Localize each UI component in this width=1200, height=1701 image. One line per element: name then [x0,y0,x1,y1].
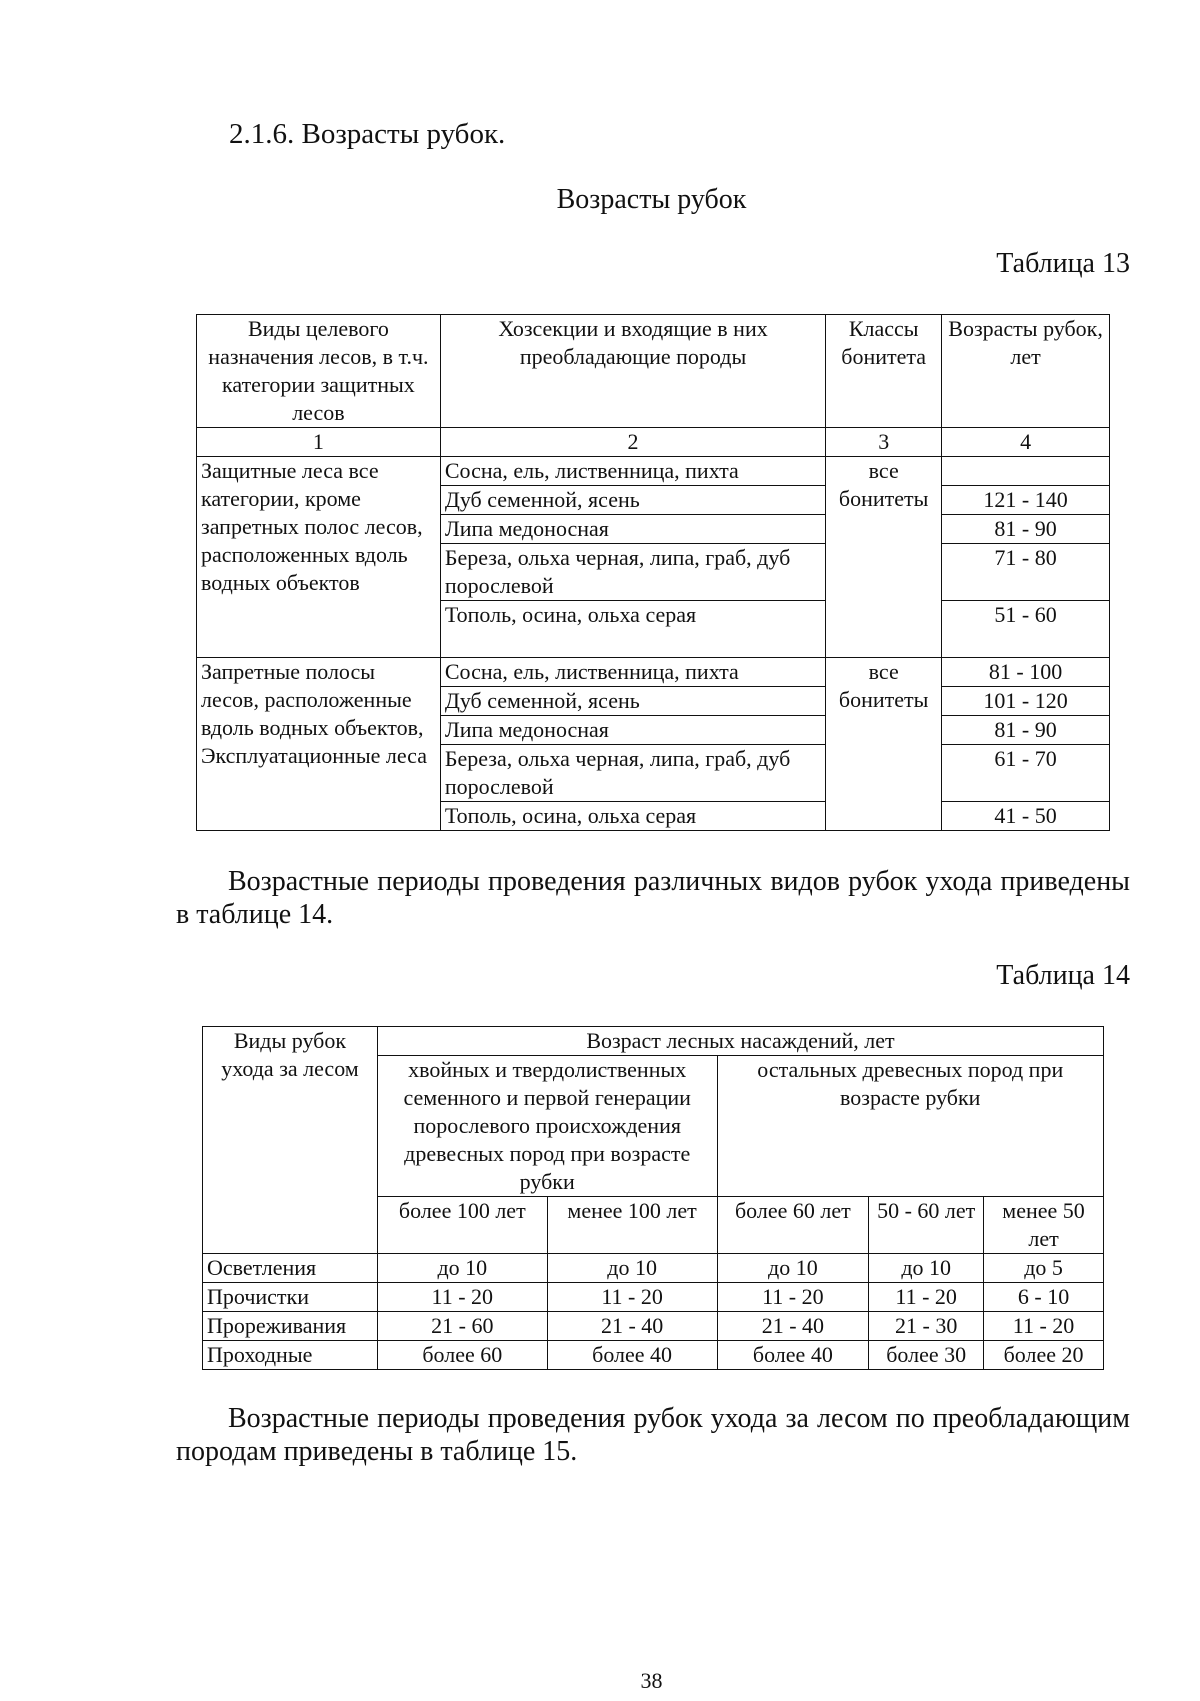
table13-species: Сосна, ель, лиственница, пихта [440,658,825,687]
table13-category: Запретные полосы лесов, расположенные вдоль водных объектов, Эксплуатационные леса [197,658,441,831]
table14-cell: 11 - 20 [547,1283,717,1312]
table14-cell: 21 - 60 [377,1312,547,1341]
table13-colnum: 3 [826,428,942,457]
paragraph-table15-ref: Возрастные периоды проведения рубок ухода за лесом по преобладающим породам приведены в таблице 15. [176,1403,1130,1467]
section-heading: 2.1.6. Возрасты рубок. [229,118,506,150]
table14-cell: более 60 [377,1341,547,1370]
table13-age [942,457,1110,486]
table14-row-name: Прореживания [203,1312,378,1341]
table-13 [196,314,1110,831]
table13-header-col3: Классы бонитета [826,315,942,428]
table13-number-row [197,428,1110,457]
table13-species: Береза, ольха черная, липа, граб, дуб порослевой [440,544,825,601]
table-row [203,1283,1104,1312]
table13-colnum: 1 [197,428,441,457]
table13-colnum: 4 [942,428,1110,457]
table13-species: Липа медоносная [440,716,825,745]
table14-subheader: более 60 лет [717,1197,869,1254]
table13-age: 81 - 90 [942,515,1110,544]
paragraph-table14-ref: Возрастные периоды проведения различных видов рубок ухода приведены в таблице 14. [176,866,1130,930]
table13-species: Тополь, осина, ольха серая [440,601,825,658]
table13-species: Дуб семенной, ясень [440,687,825,716]
table14-cell: 11 - 20 [717,1283,869,1312]
table13-species: Дуб семенной, ясень [440,486,825,515]
table14-cell: более 20 [984,1341,1104,1370]
table13-age: 101 - 120 [942,687,1110,716]
table14-subheader: 50 - 60 лет [869,1197,984,1254]
table13-header-col2: Хозсекции и входящие в них преобладающие породы [440,315,825,428]
table14-cell: 11 - 20 [984,1312,1104,1341]
table13-species: Тополь, осина, ольха серая [440,802,825,831]
table-row [203,1341,1104,1370]
table14-row-name: Прочистки [203,1283,378,1312]
table13-age: 51 - 60 [942,601,1110,658]
table14-cell: до 10 [377,1254,547,1283]
table-row [197,457,1110,486]
table13-species: Сосна, ель, лиственница, пихта [440,457,825,486]
table14-cell: 6 - 10 [984,1283,1104,1312]
table13-category: Защитные леса все категории, кроме запретных полос лесов, расположенных вдоль водных объектов [197,457,441,658]
table14-subheader: менее 50 лет [984,1197,1104,1254]
table13-bonitet: все бонитеты [826,658,942,831]
table13-label: Таблица 13 [996,248,1130,279]
table14-group-a: хвойных и твердолиственных семенного и первой генерации порослевого происхождения древесных пород при возрасте рубки [377,1056,717,1197]
table13-colnum: 2 [440,428,825,457]
table14-cell: до 10 [717,1254,869,1283]
table14-subheader: менее 100 лет [547,1197,717,1254]
page-number: 38 [640,1668,663,1693]
table13-age: 41 - 50 [942,802,1110,831]
table14-cell: до 10 [869,1254,984,1283]
table13-species: Липа медоносная [440,515,825,544]
table14-cell: до 10 [547,1254,717,1283]
table14-cell: более 30 [869,1341,984,1370]
table13-age: 61 - 70 [942,745,1110,802]
table13-title: Возрасты рубок [556,184,747,215]
table14-header-col1: Виды рубок ухода за лесом [203,1027,378,1254]
table13-header-col4: Возрасты рубок, лет [942,315,1110,428]
table13-age: 121 - 140 [942,486,1110,515]
table14-cell: более 40 [547,1341,717,1370]
table14-group-b: остальных древесных пород при возрасте рубки [717,1056,1104,1197]
table14-cell: более 40 [717,1341,869,1370]
table14-label: Таблица 14 [996,960,1130,991]
table14-cell: 21 - 40 [717,1312,869,1341]
table14-row-name: Проходные [203,1341,378,1370]
table13-header-row [197,315,1110,428]
table14-cell: до 5 [984,1254,1104,1283]
table14-cell: 11 - 20 [869,1283,984,1312]
table13-age: 81 - 90 [942,716,1110,745]
table-row [203,1254,1104,1283]
table-row [203,1312,1104,1341]
table14-cell: 21 - 40 [547,1312,717,1341]
table13-age: 81 - 100 [942,658,1110,687]
table13-species: Береза, ольха черная, липа, граб, дуб порослевой [440,745,825,802]
table-14 [202,1026,1104,1370]
table-row [197,658,1110,687]
table14-cell: 11 - 20 [377,1283,547,1312]
table13-bonitet: все бонитеты [826,457,942,658]
table14-cell: 21 - 30 [869,1312,984,1341]
table14-row-name: Осветления [203,1254,378,1283]
table14-subheader: более 100 лет [377,1197,547,1254]
table14-header-span: Возраст лесных насаждений, лет [377,1027,1103,1056]
table13-age: 71 - 80 [942,544,1110,601]
table13-header-col1: Виды целевого назначения лесов, в т.ч. категории защитных лесов [197,315,441,428]
table14-header-row [203,1027,1104,1056]
